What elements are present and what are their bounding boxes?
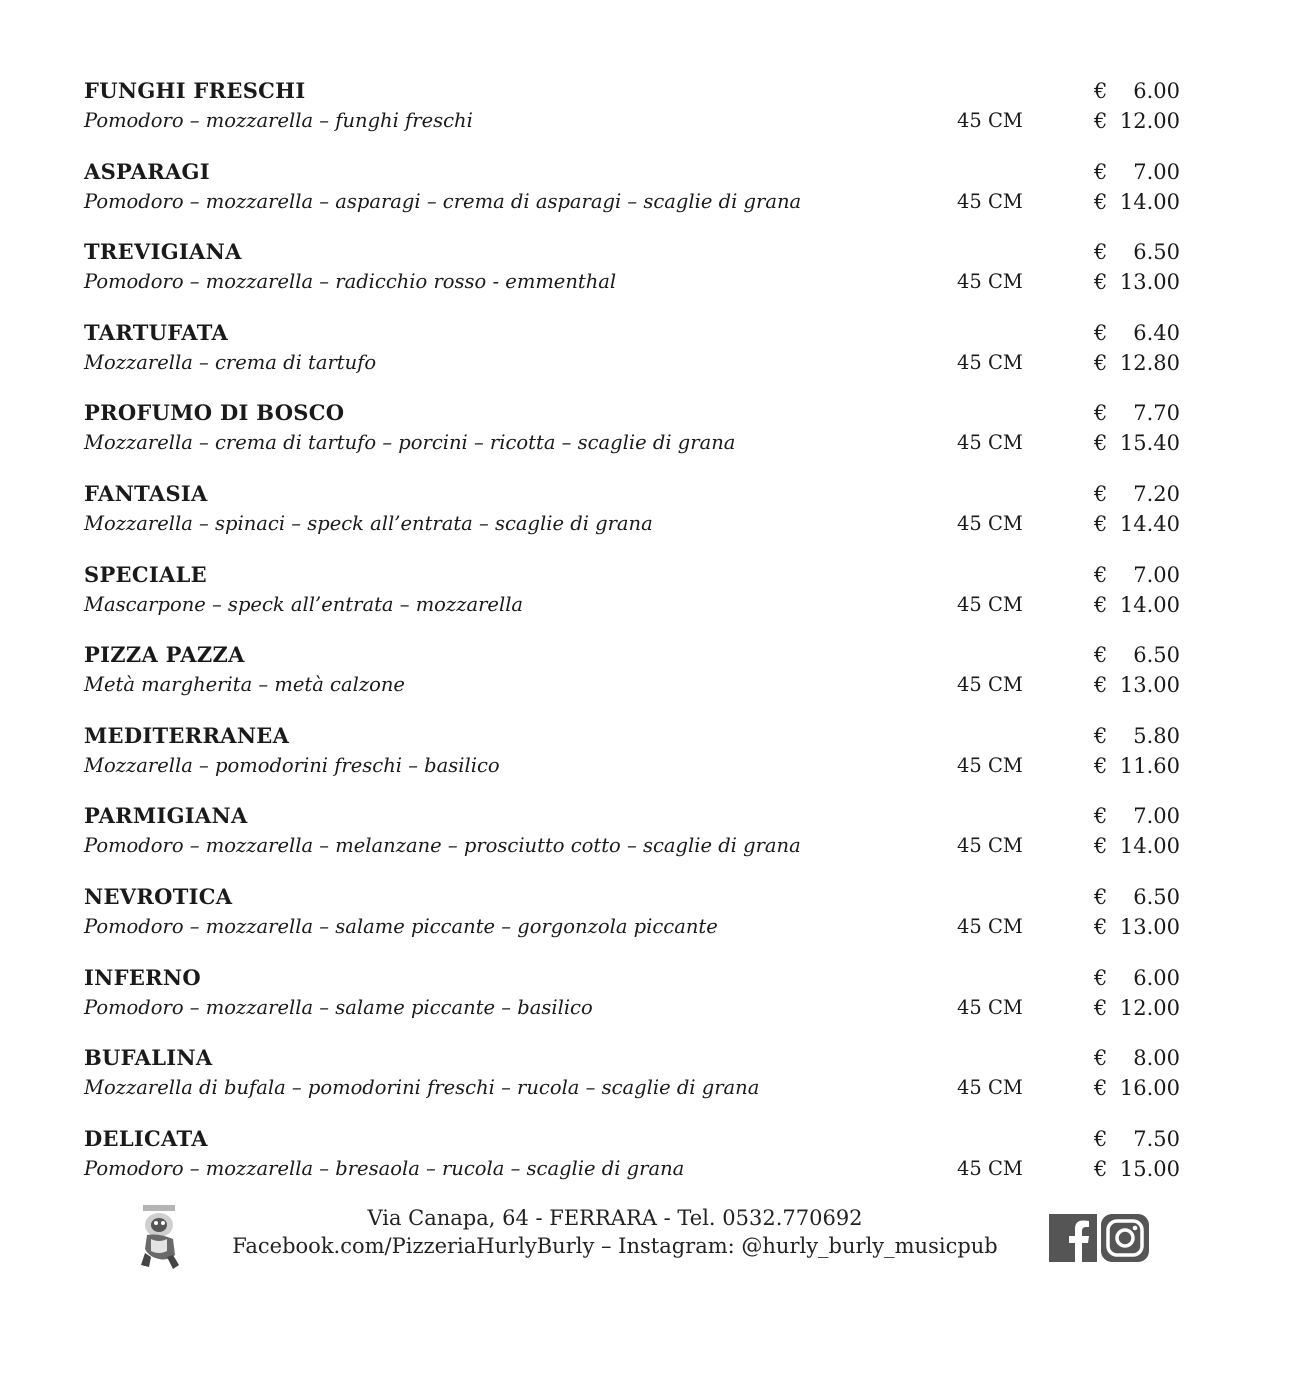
price-amount: 12.80	[1119, 350, 1180, 375]
item-size: 45 CM	[957, 914, 1023, 938]
item-name: FANTASIA	[84, 480, 208, 506]
menu-list	[84, 76, 1184, 1204]
footer-address: Via Canapa, 64 - FERRARA - Tel. 0532.770692	[367, 1206, 863, 1230]
item-description: Mascarpone – speck all’entrata – mozzarella	[84, 592, 524, 616]
currency-symbol: €	[1094, 481, 1108, 506]
item-description: Pomodoro – mozzarella – bresaola – rucola – scaglie di grana	[84, 1156, 685, 1180]
menu-item	[84, 640, 1184, 721]
item-description: Pomodoro – mozzarella – funghi freschi	[84, 109, 473, 132]
price-amount: 6.00	[1133, 79, 1180, 103]
currency-symbol: €	[1094, 804, 1108, 829]
currency-symbol: €	[1094, 240, 1108, 265]
item-description: Mozzarella – pomodorini freschi – basilico	[84, 753, 500, 777]
item-size: 45 CM	[957, 431, 1023, 455]
price-amount: 14.40	[1119, 511, 1180, 536]
item-name: PROFUMO DI BOSCO	[84, 400, 345, 426]
currency-symbol: €	[1094, 673, 1108, 698]
item-size: 45 CM	[957, 511, 1023, 535]
price-amount: 15.40	[1119, 431, 1180, 456]
price-amount: 13.00	[1119, 673, 1180, 698]
item-name: DELICATA	[84, 1125, 208, 1151]
pizzeria-logo-icon	[137, 1205, 183, 1271]
item-name: PARMIGIANA	[84, 803, 248, 829]
price-amount: 7.00	[1133, 804, 1180, 829]
item-description: Mozzarella – spinaci – speck all’entrata – scaglie di grana	[84, 511, 653, 535]
menu-item	[84, 882, 1184, 963]
currency-symbol: €	[1094, 562, 1108, 587]
currency-symbol: €	[1094, 320, 1108, 345]
currency-symbol: €	[1094, 592, 1108, 617]
price-amount: 7.70	[1133, 401, 1180, 426]
menu-item	[84, 157, 1184, 238]
menu-item	[84, 1043, 1184, 1124]
instagram-icon[interactable]	[1101, 1214, 1149, 1262]
item-size: 45 CM	[957, 109, 1023, 132]
price-amount: 5.80	[1133, 723, 1180, 748]
price-amount: 12.00	[1119, 995, 1180, 1020]
currency-symbol: €	[1094, 1156, 1108, 1181]
item-name: ASPARAGI	[84, 158, 210, 184]
footer-contact	[200, 1204, 1030, 1260]
currency-symbol: €	[1094, 995, 1108, 1020]
currency-symbol: €	[1094, 401, 1108, 426]
item-description: Mozzarella – crema di tartufo – porcini – ricotta – scaglie di grana	[84, 431, 736, 455]
menu-item	[84, 1124, 1184, 1205]
item-description: Pomodoro – mozzarella – salame piccante – gorgonzola piccante	[84, 914, 718, 938]
item-size: 45 CM	[957, 995, 1023, 1019]
currency-symbol: €	[1094, 189, 1108, 214]
price-amount: 7.50	[1133, 1126, 1180, 1151]
price-amount: 16.00	[1119, 1076, 1180, 1101]
currency-symbol: €	[1094, 1046, 1108, 1071]
item-name: INFERNO	[84, 964, 201, 990]
menu-item	[84, 76, 1184, 157]
currency-symbol: €	[1094, 109, 1108, 133]
menu-item	[84, 479, 1184, 560]
item-size: 45 CM	[957, 189, 1023, 213]
price-amount: 7.00	[1133, 159, 1180, 184]
price-amount: 14.00	[1119, 834, 1180, 859]
item-description: Pomodoro – mozzarella – asparagi – crema di asparagi – scaglie di grana	[84, 189, 802, 213]
menu-item	[84, 318, 1184, 399]
item-name: FUNGHI FRESCHI	[84, 78, 306, 103]
currency-symbol: €	[1094, 270, 1108, 295]
menu-item	[84, 560, 1184, 641]
price-amount: 6.00	[1133, 965, 1180, 990]
menu-item	[84, 801, 1184, 882]
item-size: 45 CM	[957, 270, 1023, 294]
price-amount: 6.40	[1133, 320, 1180, 345]
currency-symbol: €	[1094, 965, 1108, 990]
facebook-icon[interactable]	[1049, 1214, 1097, 1262]
price-amount: 11.60	[1119, 753, 1180, 778]
menu-item	[84, 398, 1184, 479]
item-size: 45 CM	[957, 834, 1023, 858]
item-description: Mozzarella di bufala – pomodorini freschi – rucola – scaglie di grana	[84, 1076, 760, 1100]
currency-symbol: €	[1094, 884, 1108, 909]
currency-symbol: €	[1094, 1076, 1108, 1101]
menu-item	[84, 237, 1184, 318]
price-amount: 14.00	[1119, 189, 1180, 214]
currency-symbol: €	[1094, 1126, 1108, 1151]
item-description: Metà margherita – metà calzone	[84, 673, 405, 697]
price-amount: 7.20	[1133, 481, 1180, 506]
currency-symbol: €	[1094, 159, 1108, 184]
currency-symbol: €	[1094, 753, 1108, 778]
currency-symbol: €	[1094, 79, 1108, 103]
currency-symbol: €	[1094, 643, 1108, 668]
item-description: Pomodoro – mozzarella – melanzane – prosciutto cotto – scaglie di grana	[84, 834, 801, 858]
item-name: NEVROTICA	[84, 883, 233, 909]
price-amount: 13.00	[1119, 270, 1180, 295]
item-size: 45 CM	[957, 1156, 1023, 1180]
currency-symbol: €	[1094, 834, 1108, 859]
menu-item	[84, 963, 1184, 1044]
price-amount: 12.00	[1119, 109, 1180, 133]
price-amount: 8.00	[1133, 1046, 1180, 1071]
item-size: 45 CM	[957, 1076, 1023, 1100]
price-amount: 13.00	[1119, 914, 1180, 939]
currency-symbol: €	[1094, 914, 1108, 939]
item-size: 45 CM	[957, 753, 1023, 777]
item-description: Pomodoro – mozzarella – radicchio rosso - emmenthal	[84, 270, 617, 294]
price-amount: 15.00	[1119, 1156, 1180, 1181]
price-amount: 6.50	[1133, 240, 1180, 265]
item-name: TARTUFATA	[84, 319, 229, 345]
item-size: 45 CM	[957, 673, 1023, 697]
item-description: Pomodoro – mozzarella – salame piccante – basilico	[84, 995, 593, 1019]
item-size: 45 CM	[957, 350, 1023, 374]
currency-symbol: €	[1094, 511, 1108, 536]
item-name: MEDITERRANEA	[84, 722, 290, 748]
price-amount: 6.50	[1133, 884, 1180, 909]
menu-item	[84, 721, 1184, 802]
price-amount: 6.50	[1133, 643, 1180, 668]
price-amount: 14.00	[1119, 592, 1180, 617]
item-name: TREVIGIANA	[84, 239, 242, 265]
price-amount: 7.00	[1133, 562, 1180, 587]
currency-symbol: €	[1094, 723, 1108, 748]
currency-symbol: €	[1094, 431, 1108, 456]
item-name: PIZZA PAZZA	[84, 642, 245, 668]
item-name: BUFALINA	[84, 1045, 213, 1071]
currency-symbol: €	[1094, 350, 1108, 375]
item-name: SPECIALE	[84, 561, 207, 587]
item-description: Mozzarella – crema di tartufo	[84, 350, 377, 374]
item-size: 45 CM	[957, 592, 1023, 616]
footer-social-handles[interactable]: Facebook.com/PizzeriaHurlyBurly – Instagram: @hurly_burly_musicpub	[232, 1234, 998, 1258]
